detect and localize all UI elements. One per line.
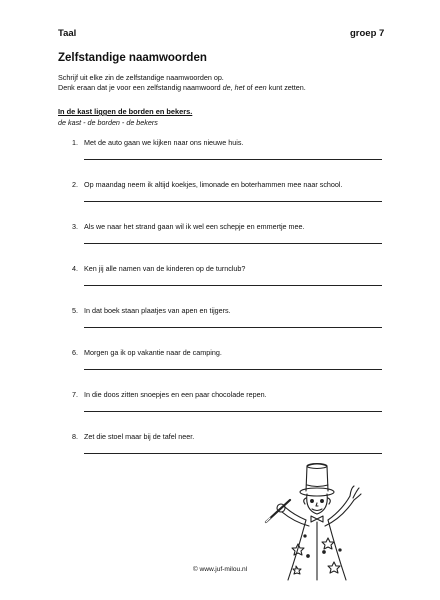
answer-line[interactable] — [84, 159, 382, 160]
subject-label: Taal — [58, 28, 77, 39]
magician-illustration — [262, 458, 372, 582]
question-number: 8. — [72, 432, 78, 441]
question-number: 2. — [72, 180, 78, 189]
question-text: Op maandag neem ik altijd koekjes, limonade en boterhammen mee naar school. — [84, 180, 343, 189]
instruction-line-1: Schrijf uit elke zin de zelfstandige naamwoorden op. — [58, 73, 224, 82]
question-number: 1. — [72, 138, 78, 147]
group-label: groep 7 — [350, 28, 385, 39]
question-number: 6. — [72, 348, 78, 357]
question-number: 4. — [72, 264, 78, 273]
answer-line[interactable] — [84, 411, 382, 412]
question-number: 3. — [72, 222, 78, 231]
copyright-footer: © www.juf-milou.nl — [192, 566, 248, 573]
answer-line[interactable] — [84, 285, 382, 286]
question-text: Zet die stoel maar bij de tafel neer. — [84, 432, 195, 441]
question-number: 7. — [72, 390, 78, 399]
answer-line[interactable] — [84, 201, 382, 202]
question-text: Morgen ga ik op vakantie naar de camping. — [84, 348, 222, 357]
example-sentence: In de kast liggen de borden en bekers. — [58, 107, 193, 116]
question-text: Ken jij alle namen van de kinderen op de turnclub? — [84, 264, 246, 273]
answer-line[interactable] — [84, 243, 382, 244]
example-answer: de kast - de borden - de bekers — [58, 118, 158, 127]
question-text: In dat boek staan plaatjes van apen en tijgers. — [84, 306, 231, 315]
answer-line[interactable] — [84, 327, 382, 328]
page-title: Zelfstandige naamwoorden — [58, 52, 207, 64]
question-number: 5. — [72, 306, 78, 315]
instruction-line-2: Denk eraan dat je voor een zelfstandig naamwoord de, het of een kunt zetten. — [58, 83, 306, 92]
answer-line[interactable] — [84, 369, 382, 370]
question-text: Met de auto gaan we kijken naar ons nieuwe huis. — [84, 138, 244, 147]
answer-line[interactable] — [84, 453, 382, 454]
question-text: In die doos zitten snoepjes en een paar chocolade repen. — [84, 390, 267, 399]
question-text: Als we naar het strand gaan wil ik wel een schepje en emmertje mee. — [84, 222, 305, 231]
